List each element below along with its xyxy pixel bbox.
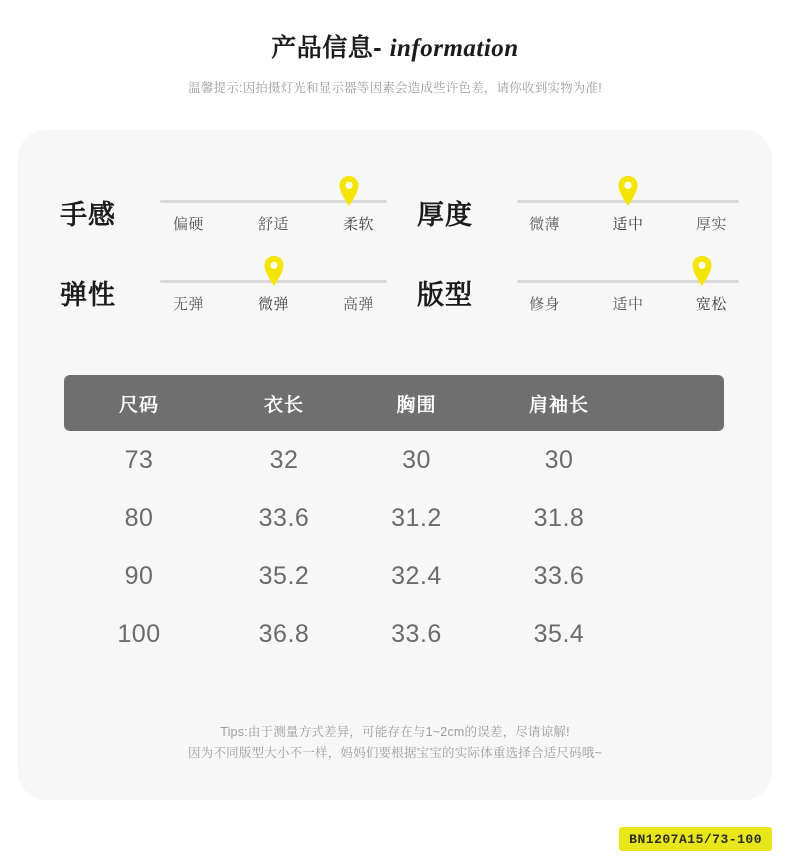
- size-table: [64, 375, 724, 663]
- page-title: [0, 33, 790, 64]
- table-row: [64, 547, 724, 605]
- page-header: [0, 0, 790, 96]
- table-header-cell: 尺码: [118, 394, 159, 416]
- scale-track: [517, 200, 739, 203]
- scale-ticks: [146, 293, 401, 314]
- table-cell: 31.8: [533, 503, 585, 532]
- table-cell: 33.6: [258, 503, 310, 532]
- page-title-en: information: [389, 35, 519, 62]
- scale-tick: 修身: [529, 296, 561, 313]
- table-cell: 33.6: [391, 619, 442, 648]
- table-cell: 73: [124, 445, 154, 474]
- table-cell: 36.8: [258, 619, 310, 648]
- attribute-grid: [18, 176, 772, 314]
- table-cell: 31.2: [391, 503, 442, 532]
- table-row: [64, 489, 724, 547]
- attribute-scale: [146, 256, 401, 314]
- attribute-handfeel: [18, 176, 401, 234]
- attribute-scale: [146, 176, 401, 234]
- info-card: [18, 130, 772, 800]
- attribute-scale: [503, 256, 753, 314]
- location-pin-icon: [263, 256, 285, 286]
- table-cell: 80: [124, 503, 154, 532]
- scale-ticks: [503, 293, 753, 314]
- attribute-scale: [503, 176, 753, 234]
- scale-tick: 微薄: [529, 216, 561, 233]
- location-pin-icon: [617, 176, 639, 206]
- table-cell: 30: [402, 445, 431, 474]
- scale-ticks: [503, 213, 753, 234]
- attribute-label: 版型: [417, 280, 473, 310]
- scale-tick: 舒适: [257, 216, 289, 233]
- page-title-cn: 产品信息-: [271, 34, 383, 62]
- tips-line-1: Tips:由于测量方式差异，可能存在与1~2cm的误差，尽请谅解!: [220, 725, 570, 739]
- attribute-label: 手感: [60, 200, 116, 230]
- table-header-cell: 胸围: [396, 394, 437, 416]
- scale-tick: 高弹: [342, 296, 374, 313]
- table-row: [64, 431, 724, 489]
- table-cell: 90: [124, 561, 154, 590]
- table-cell: 32: [269, 445, 299, 474]
- page-subtitle: 温馨提示:因拍摄灯光和显示器等因素会造成些许色差，请你收到实物为准!: [188, 81, 602, 95]
- product-code-badge: BN1207A15/73-100: [619, 827, 772, 851]
- attribute-elasticity: [18, 256, 401, 314]
- attribute-label: 厚度: [417, 200, 473, 230]
- table-header-cell: 肩袖长: [528, 394, 589, 416]
- measurement-tips: [18, 722, 772, 765]
- table-cell: 100: [117, 619, 161, 648]
- scale-tick: 厚实: [695, 216, 727, 233]
- table-cell: 33.6: [533, 561, 585, 590]
- scale-tick: 宽松: [695, 296, 727, 313]
- scale-tick: 偏硬: [172, 216, 204, 233]
- scale-ticks: [146, 213, 401, 234]
- table-header-row: [64, 375, 724, 431]
- table-row: [64, 605, 724, 663]
- attribute-fit: [401, 256, 772, 314]
- tips-line-2: 因为不同版型大小不一样，妈妈们要根据宝宝的实际体重选择合适尺码哦~: [188, 746, 602, 761]
- table-cell: 30: [544, 445, 574, 474]
- scale-track: [517, 280, 739, 283]
- location-pin-icon: [338, 176, 360, 206]
- scale-tick: 微弹: [257, 296, 289, 313]
- table-header-cell: 衣长: [263, 394, 304, 416]
- scale-tick: 适中: [612, 216, 644, 233]
- scale-tick: 柔软: [342, 216, 374, 233]
- scale-tick: 适中: [612, 296, 644, 313]
- scale-track: [160, 200, 387, 203]
- table-cell: 35.2: [258, 561, 310, 590]
- table-cell: 32.4: [391, 561, 442, 590]
- scale-tick: 无弹: [172, 296, 204, 313]
- location-pin-icon: [691, 256, 713, 286]
- attribute-thickness: [401, 176, 772, 234]
- scale-track: [160, 280, 387, 283]
- attribute-label: 弹性: [60, 280, 116, 310]
- table-cell: 35.4: [533, 619, 585, 648]
